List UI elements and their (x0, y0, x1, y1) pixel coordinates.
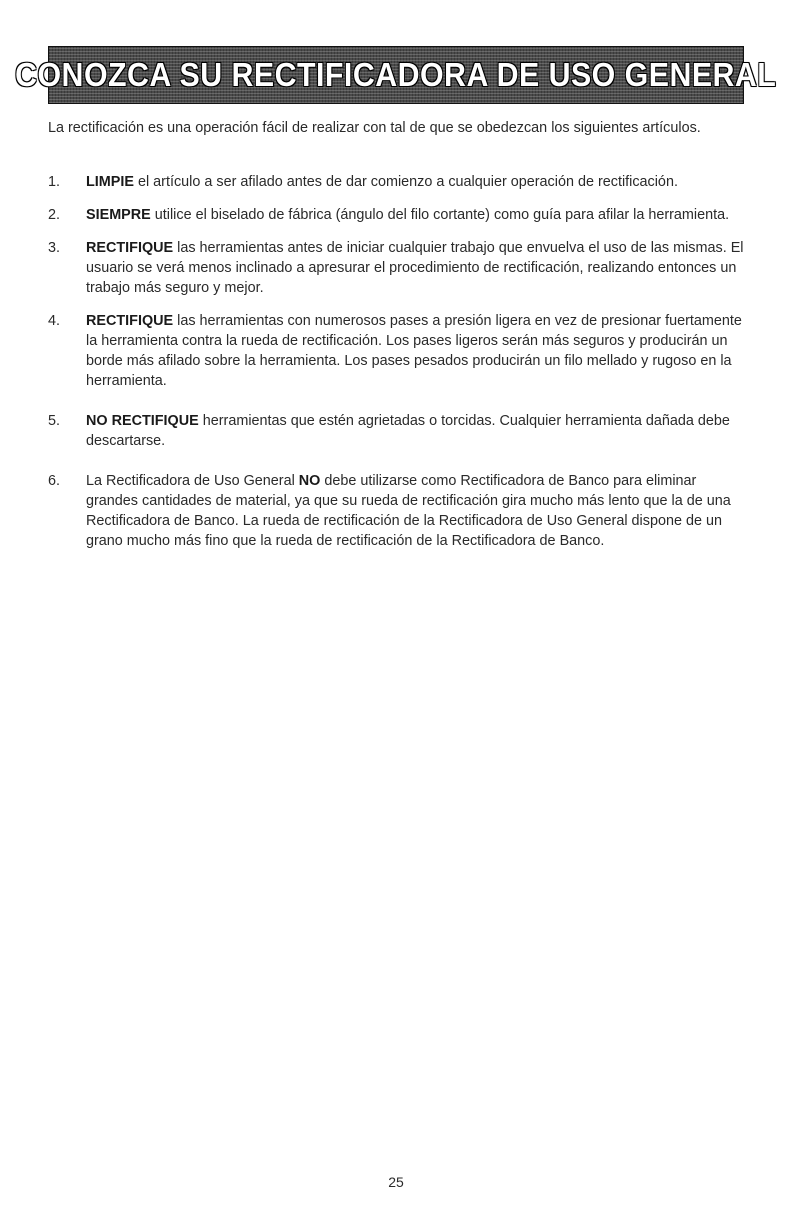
item-text: herramientas que estén agrietadas o torcidas. Cualquier herramienta dañada debe descartarse. (86, 413, 730, 449)
list-item (48, 238, 748, 298)
item-keyword: LIMPIE (86, 174, 134, 190)
item-text: las herramientas antes de iniciar cualquier trabajo que envuelva el uso de las mismas. El usuario se verá menos inclinado a apresurar el procedimiento de rectificación, realizando entonces un trabajo más seguro y mejor. (86, 240, 744, 296)
instruction-list (48, 172, 748, 564)
list-item (48, 411, 748, 451)
item-number: 6. (48, 473, 61, 489)
title-banner (15, 46, 777, 104)
item-body (86, 238, 748, 298)
item-number: 2. (48, 207, 61, 223)
item-keyword: NO RECTIFIQUE (86, 413, 199, 429)
list-item (48, 311, 748, 391)
item-text-before: La Rectificadora de Uso General (86, 473, 299, 489)
intro-paragraph: La rectificación es una operación fácil de realizar con tal de que se obedezcan los siguientes artículos. (48, 120, 701, 136)
item-body (86, 311, 748, 391)
page-number: 25 (388, 1174, 404, 1190)
item-body (86, 471, 748, 551)
item-text: las herramientas con numerosos pases a presión ligera en vez de presionar fuertamente la herramienta contra la rueda de rectificación. Los pases ligeros serán más seguros y producirán un borde más afilado sobre la herramienta. Los pases pesados producirán un filo mellado y rugoso en la herramienta. (86, 313, 742, 389)
list-item (48, 205, 748, 225)
item-text: debe utilizarse como Rectificadora de Banco para eliminar grandes cantidades de material, ya que su rueda de rectificación gira mucho más lento que la de una Rectificadora de Banco. La rueda de rectificación de la Rectificadora de Uso General dispone de un grano mucho más fino que la rueda de rectificación de la Rectificadora de Banco. (86, 473, 731, 549)
item-text: el artículo a ser afilado antes de dar comienzo a cualquier operación de rectificación. (133, 174, 678, 190)
item-number: 3. (48, 240, 61, 256)
item-text: utilice el biselado de fábrica (ángulo del filo cortante) como guía para afilar la herramienta. (150, 207, 730, 223)
item-body (86, 411, 748, 451)
item-number: 1. (48, 174, 61, 190)
item-keyword: SIEMPRE (86, 207, 151, 223)
item-keyword: RECTIFIQUE (86, 240, 174, 256)
page-title: CONOZCA SU RECTIFICADORA DE USO GENERAL (15, 56, 777, 93)
item-keyword: RECTIFIQUE (86, 313, 174, 329)
item-body (86, 205, 748, 225)
item-body (86, 172, 748, 192)
list-item (48, 172, 748, 192)
item-number: 5. (48, 413, 61, 429)
item-keyword: NO (298, 473, 321, 489)
item-number: 4. (48, 313, 61, 329)
list-item (48, 471, 748, 551)
